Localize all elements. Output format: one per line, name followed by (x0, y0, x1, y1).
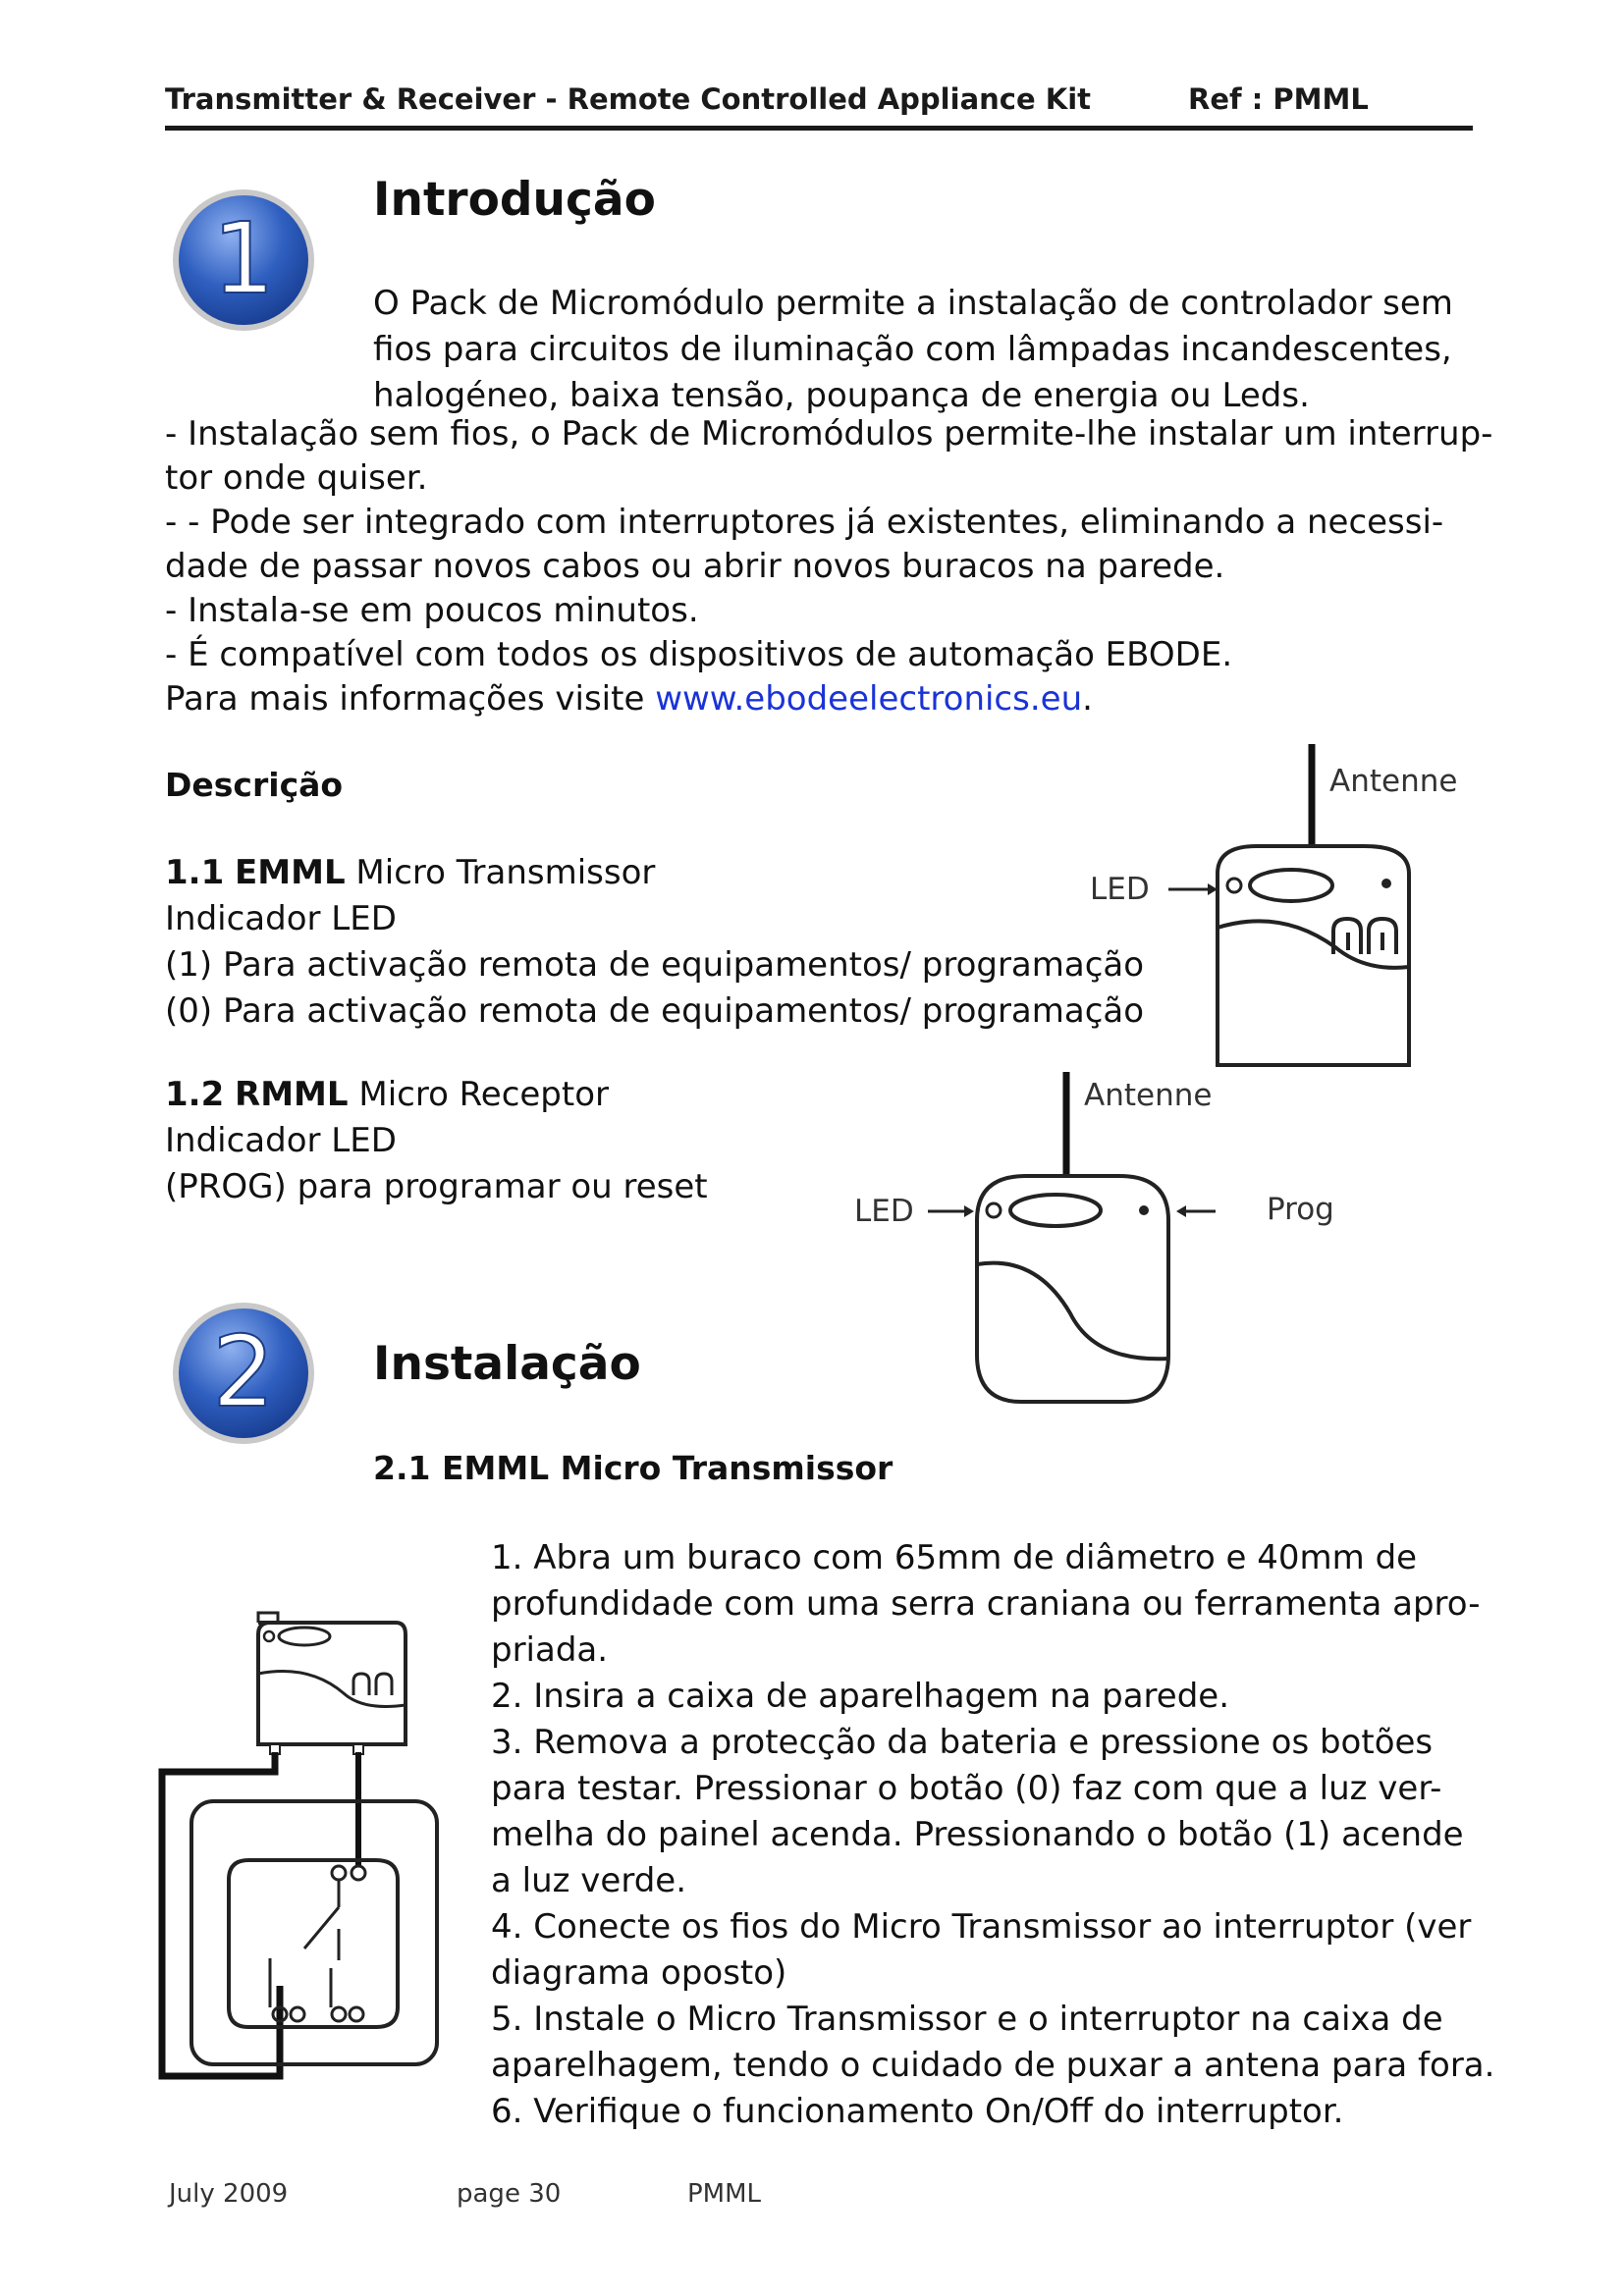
section2-subtitle: 2.1 EMML Micro Transmissor (373, 1449, 893, 1487)
intro-line: O Pack de Micromódulo permite a instalação de controlador sem (373, 284, 1453, 323)
info-line (165, 677, 1492, 721)
receiver-description (165, 1072, 708, 1210)
installation-steps (491, 1535, 1494, 2135)
transmitter-title-line (165, 850, 1144, 896)
footer-page-number: page 30 (457, 2179, 562, 2209)
info-suffix: . (1082, 679, 1093, 719)
footer-ref: PMML (687, 2179, 762, 2209)
intro-line: halogéneo, baixa tensão, poupança de energia ou Leds. (373, 376, 1310, 415)
info-prefix: Para mais informações visite (165, 679, 656, 719)
transmitter-antenna-label: Antenne (1329, 764, 1458, 799)
feature-line: - Instalação sem fios, o Pack de Micromódulos permite-lhe instalar um interrup- (165, 414, 1493, 454)
step-line: 2. Insira a caixa de aparelhagem na parede. (491, 1677, 1230, 1716)
feature-list (165, 412, 1492, 721)
section1-title: Introdução (373, 173, 656, 227)
step-line: melha do painel acenda. Pressionando o botão (1) acende (491, 1815, 1464, 1854)
transmitter-line: (1) Para activação remota de equipamentos/ programação (165, 945, 1145, 985)
transmitter-led-label: LED (1090, 872, 1150, 907)
step-line: para testar. Pressionar o botão (0) faz com que a luz ver- (491, 1769, 1442, 1808)
transmitter-line: (0) Para activação remota de equipamentos/ programação (165, 991, 1145, 1031)
receiver-prog-button-icon (1139, 1205, 1149, 1215)
transmitter-name: Micro Transmissor (345, 853, 656, 892)
transmitter-model: EMML (235, 853, 346, 892)
section2-title: Instalação (373, 1337, 641, 1391)
number-1-badge-icon (169, 183, 318, 338)
transmitter-number: 1.1 (165, 853, 225, 892)
step-line: a luz verde. (491, 1861, 687, 1900)
header-rule (165, 126, 1473, 131)
step-line: 5. Instale o Micro Transmissor e o interruptor na caixa de (491, 2000, 1443, 2039)
footer-date: July 2009 (169, 2179, 289, 2209)
receiver-name: Micro Receptor (348, 1075, 610, 1114)
step-line: 3. Remova a protecção da bateria e pressione os botões (491, 1723, 1434, 1762)
switch-mechanism (229, 1860, 398, 2027)
badge-1-number: 1 (212, 201, 275, 316)
step-line: 6. Verifique o funcionamento On/Off do interruptor. (491, 2092, 1344, 2131)
feature-line: - - Pode ser integrado com interruptores já existentes, eliminando a necessi- (165, 503, 1444, 542)
step-line: profundidade com uma serra craniana ou ferramenta apro- (491, 1584, 1481, 1624)
receiver-led-label: LED (854, 1194, 914, 1229)
transmitter-line: Indicador LED (165, 899, 397, 938)
feature-line: tor onde quiser. (165, 458, 428, 498)
receiver-window (1010, 1195, 1101, 1226)
step-line: 1. Abra um buraco com 65mm de diâmetro e 40mm de (491, 1538, 1418, 1577)
header-title: Transmitter & Receiver - Remote Controlled Appliance Kit (165, 82, 1092, 116)
feature-line: - É compatível com todos os dispositivos de automação EBODE. (165, 635, 1233, 674)
feature-line: dade de passar novos cabos ou abrir novos buracos na parede. (165, 547, 1225, 586)
header-ref: Ref : PMML (1188, 82, 1369, 116)
badge-2-number: 2 (212, 1314, 275, 1429)
step-line: aparelhagem, tendo o cuidado de puxar a antena para fora. (491, 2046, 1495, 2085)
transmitter-window (1250, 870, 1332, 901)
receiver-prog-label: Prog (1267, 1192, 1334, 1227)
descricao-heading: Descrição (165, 766, 344, 804)
receiver-number: 1.2 (165, 1075, 225, 1114)
step-line: priada. (491, 1630, 609, 1670)
receiver-antenna-label: Antenne (1084, 1078, 1213, 1113)
receiver-illustration (844, 1068, 1237, 1421)
number-2-badge-icon (169, 1296, 318, 1451)
transmitter-illustration (1070, 736, 1483, 1090)
step-line: diagrama oposto) (491, 1953, 787, 1993)
receiver-line: (PROG) para programar ou reset (165, 1167, 708, 1206)
step-line: 4. Conecte os fios do Micro Transmissor ao interruptor (ver (491, 1907, 1472, 1947)
receiver-title-line (165, 1072, 708, 1118)
wiring-diagram (152, 1595, 447, 2096)
receiver-line: Indicador LED (165, 1121, 397, 1160)
transmitter-dot (1381, 879, 1391, 888)
feature-line: - Instala-se em poucos minutos. (165, 591, 699, 630)
receiver-model: RMML (235, 1075, 349, 1114)
intro-paragraph (373, 281, 1453, 419)
transmitter-description (165, 850, 1144, 1035)
website-link[interactable]: www.ebodeelectronics.eu (655, 679, 1083, 719)
intro-line: fios para circuitos de iluminação com lâmpadas incandescentes, (373, 330, 1452, 369)
